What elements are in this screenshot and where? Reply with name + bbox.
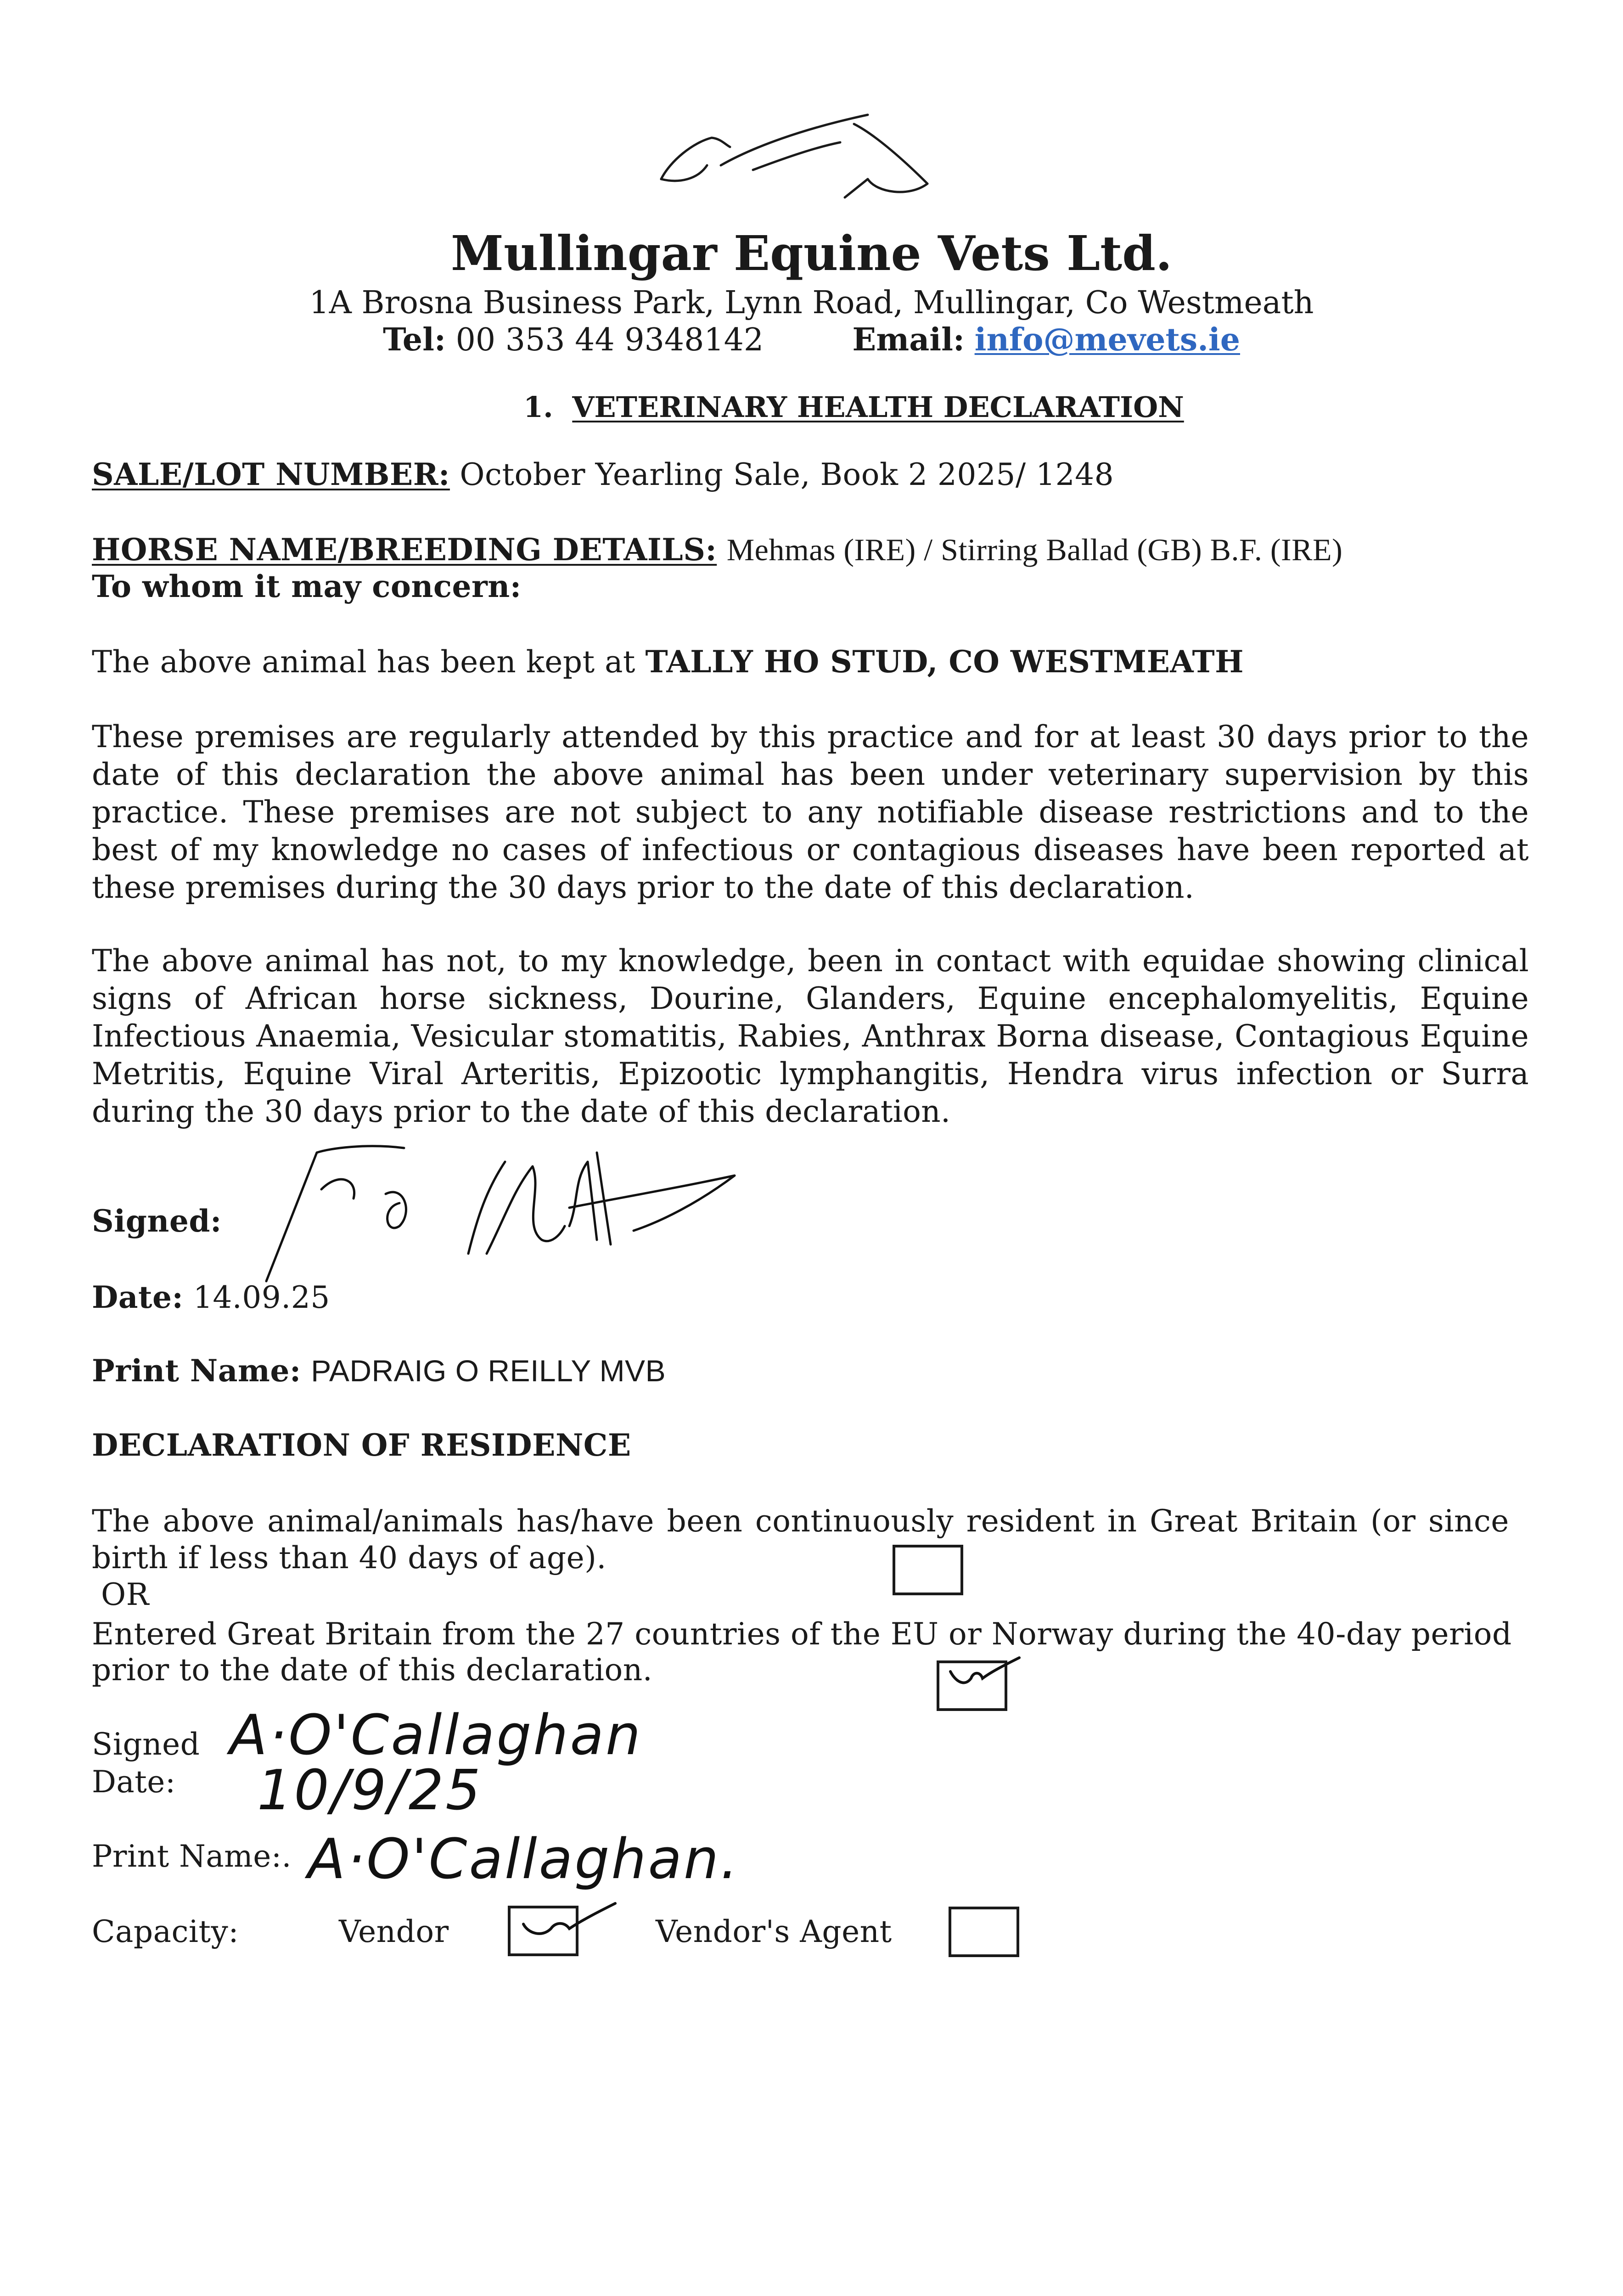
residence-option1-line1: The above animal/animals has/have been continuously resident in Great Britain (or since (92, 1503, 1509, 1539)
vet-print-label: Print Name: (92, 1353, 301, 1389)
email-label: Email: (852, 321, 965, 358)
vendor-print-value: A·O'Callaghan. (308, 1828, 740, 1891)
horse-label: HORSE NAME/BREEDING DETAILS: (92, 532, 717, 568)
vendor-check-mark (514, 1896, 620, 1942)
vet-date-label: Date: (92, 1279, 184, 1315)
vendor-print-label: Print Name:. (92, 1839, 292, 1874)
vendor-date-value: 10/9/25 (257, 1759, 483, 1823)
tel-value: 00 353 44 9348142 (455, 322, 764, 358)
residence-heading: DECLARATION OF RESIDENCE (92, 1427, 631, 1463)
premises-text: These premises are regularly attended by this practice and for at least 30 days prior to the date of this declaration the above animal has been under veterinary supervision by this practice. These premises are not subject to any notifiable disease restrictions and to the best of my knowledge no cases of infectious or contagious diseases have been reported at these premises during the 30 days prior to the date of this declaration. (92, 719, 1529, 905)
capacity-label: Capacity: (92, 1914, 239, 1949)
premises-paragraph (92, 718, 1529, 906)
residence-option2-line2: prior to the date of this declaration. (92, 1652, 653, 1688)
tel-label: Tel: (383, 321, 446, 358)
sale-lot-value: October Yearling Sale, Book 2 2025/ 1248 (460, 457, 1114, 492)
horse-value: Mehmas (IRE) / Stirring Ballad (GB) B.F. (IRE) (726, 532, 1343, 567)
salutation: To whom it may concern: (92, 568, 522, 604)
residence-option2-check-mark (946, 1653, 1024, 1694)
vendor-signed-label: Signed (92, 1727, 200, 1762)
section-title-text: VETERINARY HEALTH DECLARATION (572, 390, 1184, 424)
section-number: 1. (523, 390, 553, 424)
capacity-vendor-label: Vendor (339, 1914, 449, 1949)
sale-lot-label: SALE/LOT NUMBER: (92, 456, 450, 492)
vendor-date-label: Date: (92, 1764, 176, 1800)
residence-option1-line2: birth if less than 40 days of age). (92, 1540, 607, 1576)
vet-date-value: 14.09.25 (193, 1280, 330, 1315)
kept-at-line (92, 643, 1244, 681)
kept-at-prefix: The above animal has been kept at (92, 644, 635, 680)
residence-option1-checkbox[interactable] (893, 1545, 963, 1595)
vendors-agent-checkbox[interactable] (949, 1907, 1019, 1957)
vet-signed-label: Signed: (92, 1203, 222, 1239)
email-link[interactable]: info@mevets.ie (974, 321, 1240, 358)
kept-at-place: TALLY HO STUD, CO WESTMEATH (645, 644, 1244, 680)
vendor-signature: A·O'Callaghan (230, 1704, 643, 1767)
company-address: 1A Brosna Business Park, Lynn Road, Mullingar, Co Westmeath (309, 285, 1314, 321)
vet-print-line (92, 1352, 666, 1390)
company-logo (652, 110, 946, 207)
horse-line (92, 531, 1342, 569)
vet-date-line (92, 1278, 330, 1317)
section-title (523, 390, 1184, 424)
vet-signature (248, 1134, 753, 1300)
sale-lot-line (92, 456, 1114, 494)
residence-option2-line1: Entered Great Britain from the 27 countries of the EU or Norway during the 40-day period (92, 1616, 1512, 1652)
contact-line (0, 321, 1623, 358)
capacity-agent-label: Vendor's Agent (656, 1914, 892, 1949)
vet-print-value: PADRAIG O REILLY MVB (311, 1354, 666, 1388)
company-name: Mullingar Equine Vets Ltd. (450, 225, 1173, 281)
residence-or: OR (101, 1577, 149, 1612)
contact-text: The above animal has not, to my knowledge, been in contact with equidae showing clinical signs of African horse sickness, Dourine, Glanders, Equine encephalomyelitis, Equine Infectious Anaemia, Vesicular stomatitis, Rabies, Anthrax Borna disease, Contagious Equine Metritis, Equine Viral Arteritis, Epizootic lymphangitis, Hendra virus infection or Surra during the 30 days prior to the date of this declaration. (92, 943, 1529, 1129)
contact-paragraph (92, 942, 1529, 1131)
